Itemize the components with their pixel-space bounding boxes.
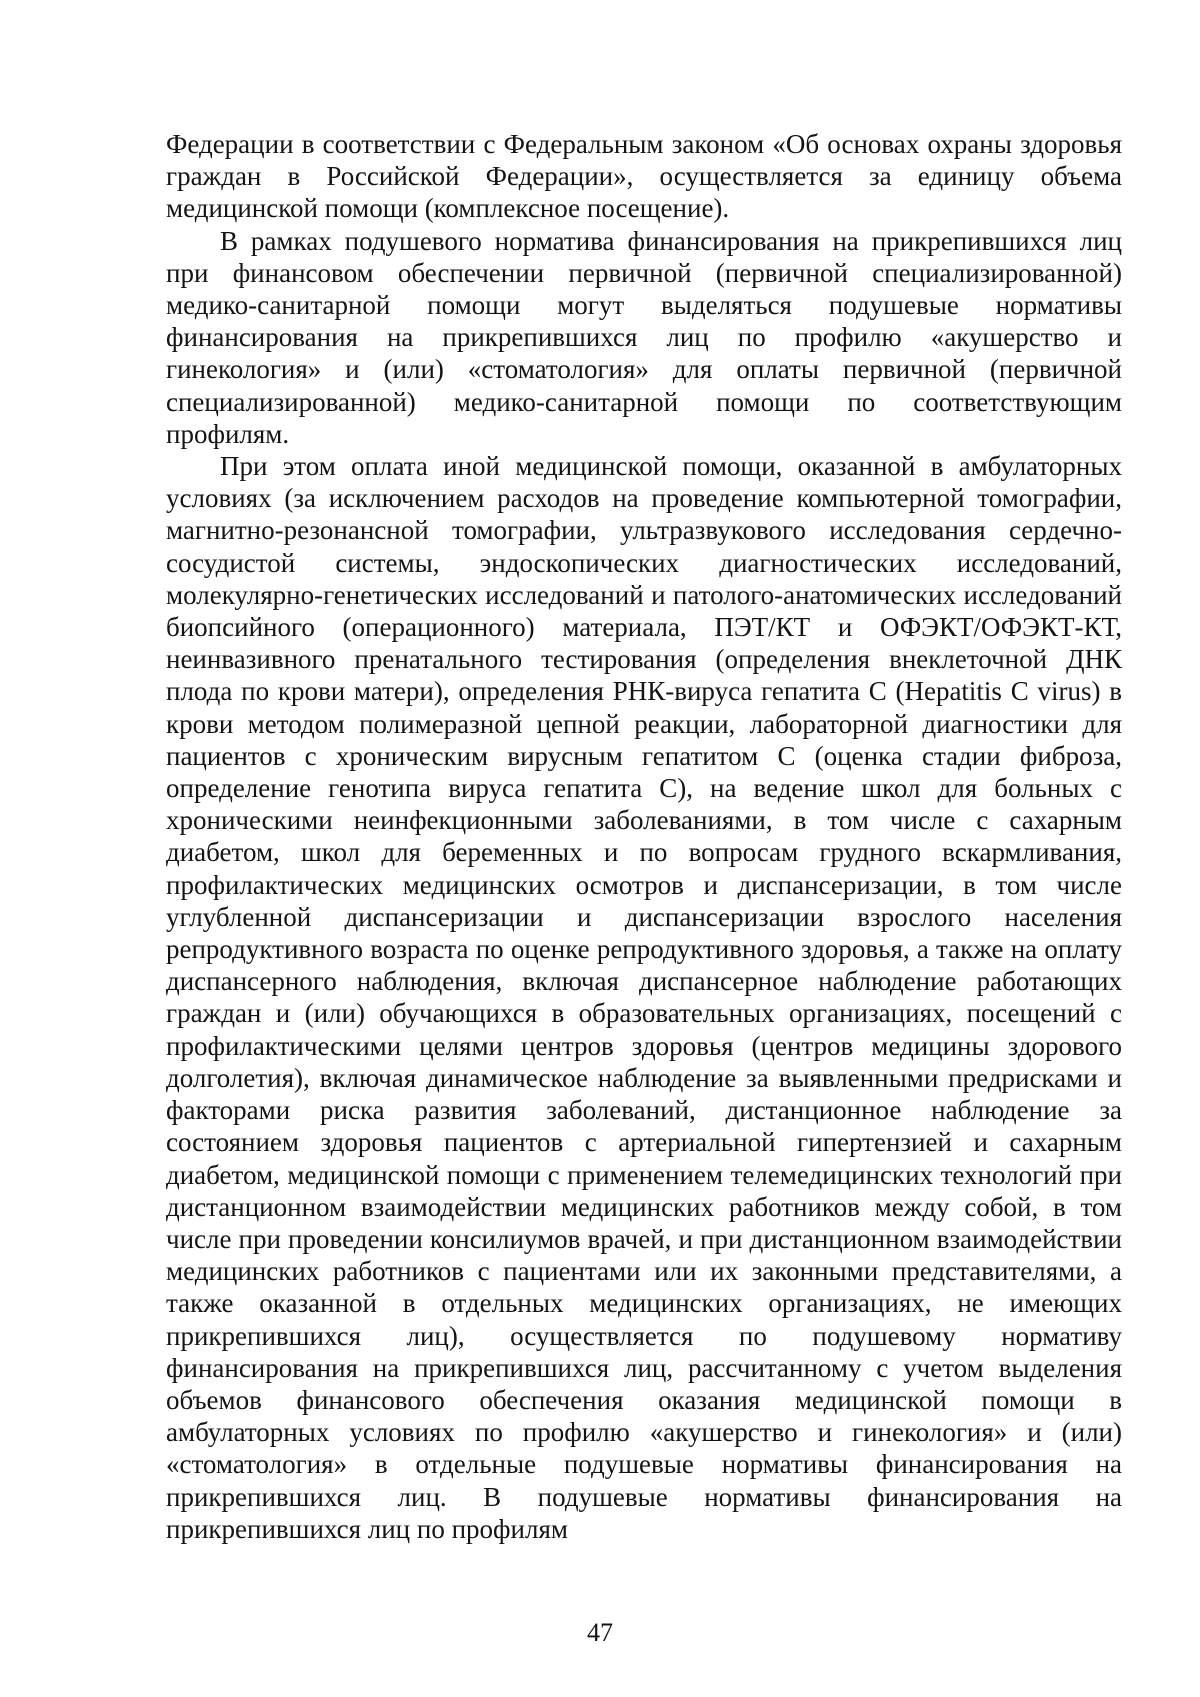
document-body (166, 128, 1122, 1545)
paragraph-continuation: Федерации в соответствии с Федеральным законом «Об основах охраны здоровья граждан в Российской Федерации», осуществляется за единицу объема медицинской помощи (комплексное посещение). (166, 129, 1122, 224)
paragraph-outpatient-payment: При этом оплата иной медицинской помощи, оказанной в амбулаторных условиях (за исключением расходов на проведение компьютерной томографии, магнитно-резонансной томографии, ультразвукового исследования сердечно-сосудистой системы, эндоскопических диагностических исследований, молекулярно-генетических исследований и патолого-анатомических исследований биопсийного (операционного) материала, ПЭТ/КТ и ОФЭКТ/ОФЭКТ-КТ, неинвазивного пренатального тестирования (определения внеклеточной ДНК плода по крови матери), определения РНК-вируса гепатита С (Hepatitis C virus) в крови методом полимеразной цепной реакции, лабораторной диагностики для пациентов с хроническим вирусным гепатитом С (оценка стадии фиброза, определение генотипа вируса гепатита С), на ведение школ для больных с хроническими неинфекционными заболеваниями, в том числе с сахарным диабетом, школ для беременных и по вопросам грудного вскармливания, профилактических медицинских осмотров и диспансеризации, в том числе углубленной диспансеризации и диспансеризации взрослого населения репродуктивного возраста по оценке репродуктивного здоровья, а также на оплату диспансерного наблюдения, включая диспансерное наблюдение работающих граждан и (или) обучающихся в образовательных организациях, посещений с профилактическими целями центров здоровья (центров медицины здорового долголетия), включая динамическое наблюдение за выявленными предрисками и факторами риска развития заболеваний, дистанционное наблюдение за состоянием здоровья пациентов с артериальной гипертензией и сахарным диабетом, медицинской помощи с применением телемедицинских технологий при дистанционном взаимодействии медицинских работников между собой, в том числе при проведении консилиумов врачей, и при дистанционном взаимодействии медицинских работников с пациентами или их законными представителями, а также оказанной в отдельных медицинских организациях, не имеющих прикрепившихся лиц), осуществляется по подушевому нормативу финансирования на прикрепившихся лиц, рассчитанному с учетом выделения объемов финансового обеспечения оказания медицинской помощи в амбулаторных условиях по профилю «акушерство и гинекология» и (или) «стоматология» в отдельные подушевые нормативы финансирования на прикрепившихся лиц. В подушевые нормативы финансирования на прикрепившихся лиц по профилям (166, 451, 1122, 1544)
page-number: 47 (587, 1618, 613, 1647)
paragraph-capitation-profiles: В рамках подушевого норматива финансирования на прикрепившихся лиц при финансовом обеспечении первичной (первичной специализированной) медико-санитарной помощи могут выделяться подушевые нормативы финансирования на прикрепившихся лиц по профилю «акушерство и гинекология» и (или) «стоматология» для оплаты первичной (первичной специализированной) медико-санитарной помощи по соответствующим профилям. (166, 225, 1122, 449)
